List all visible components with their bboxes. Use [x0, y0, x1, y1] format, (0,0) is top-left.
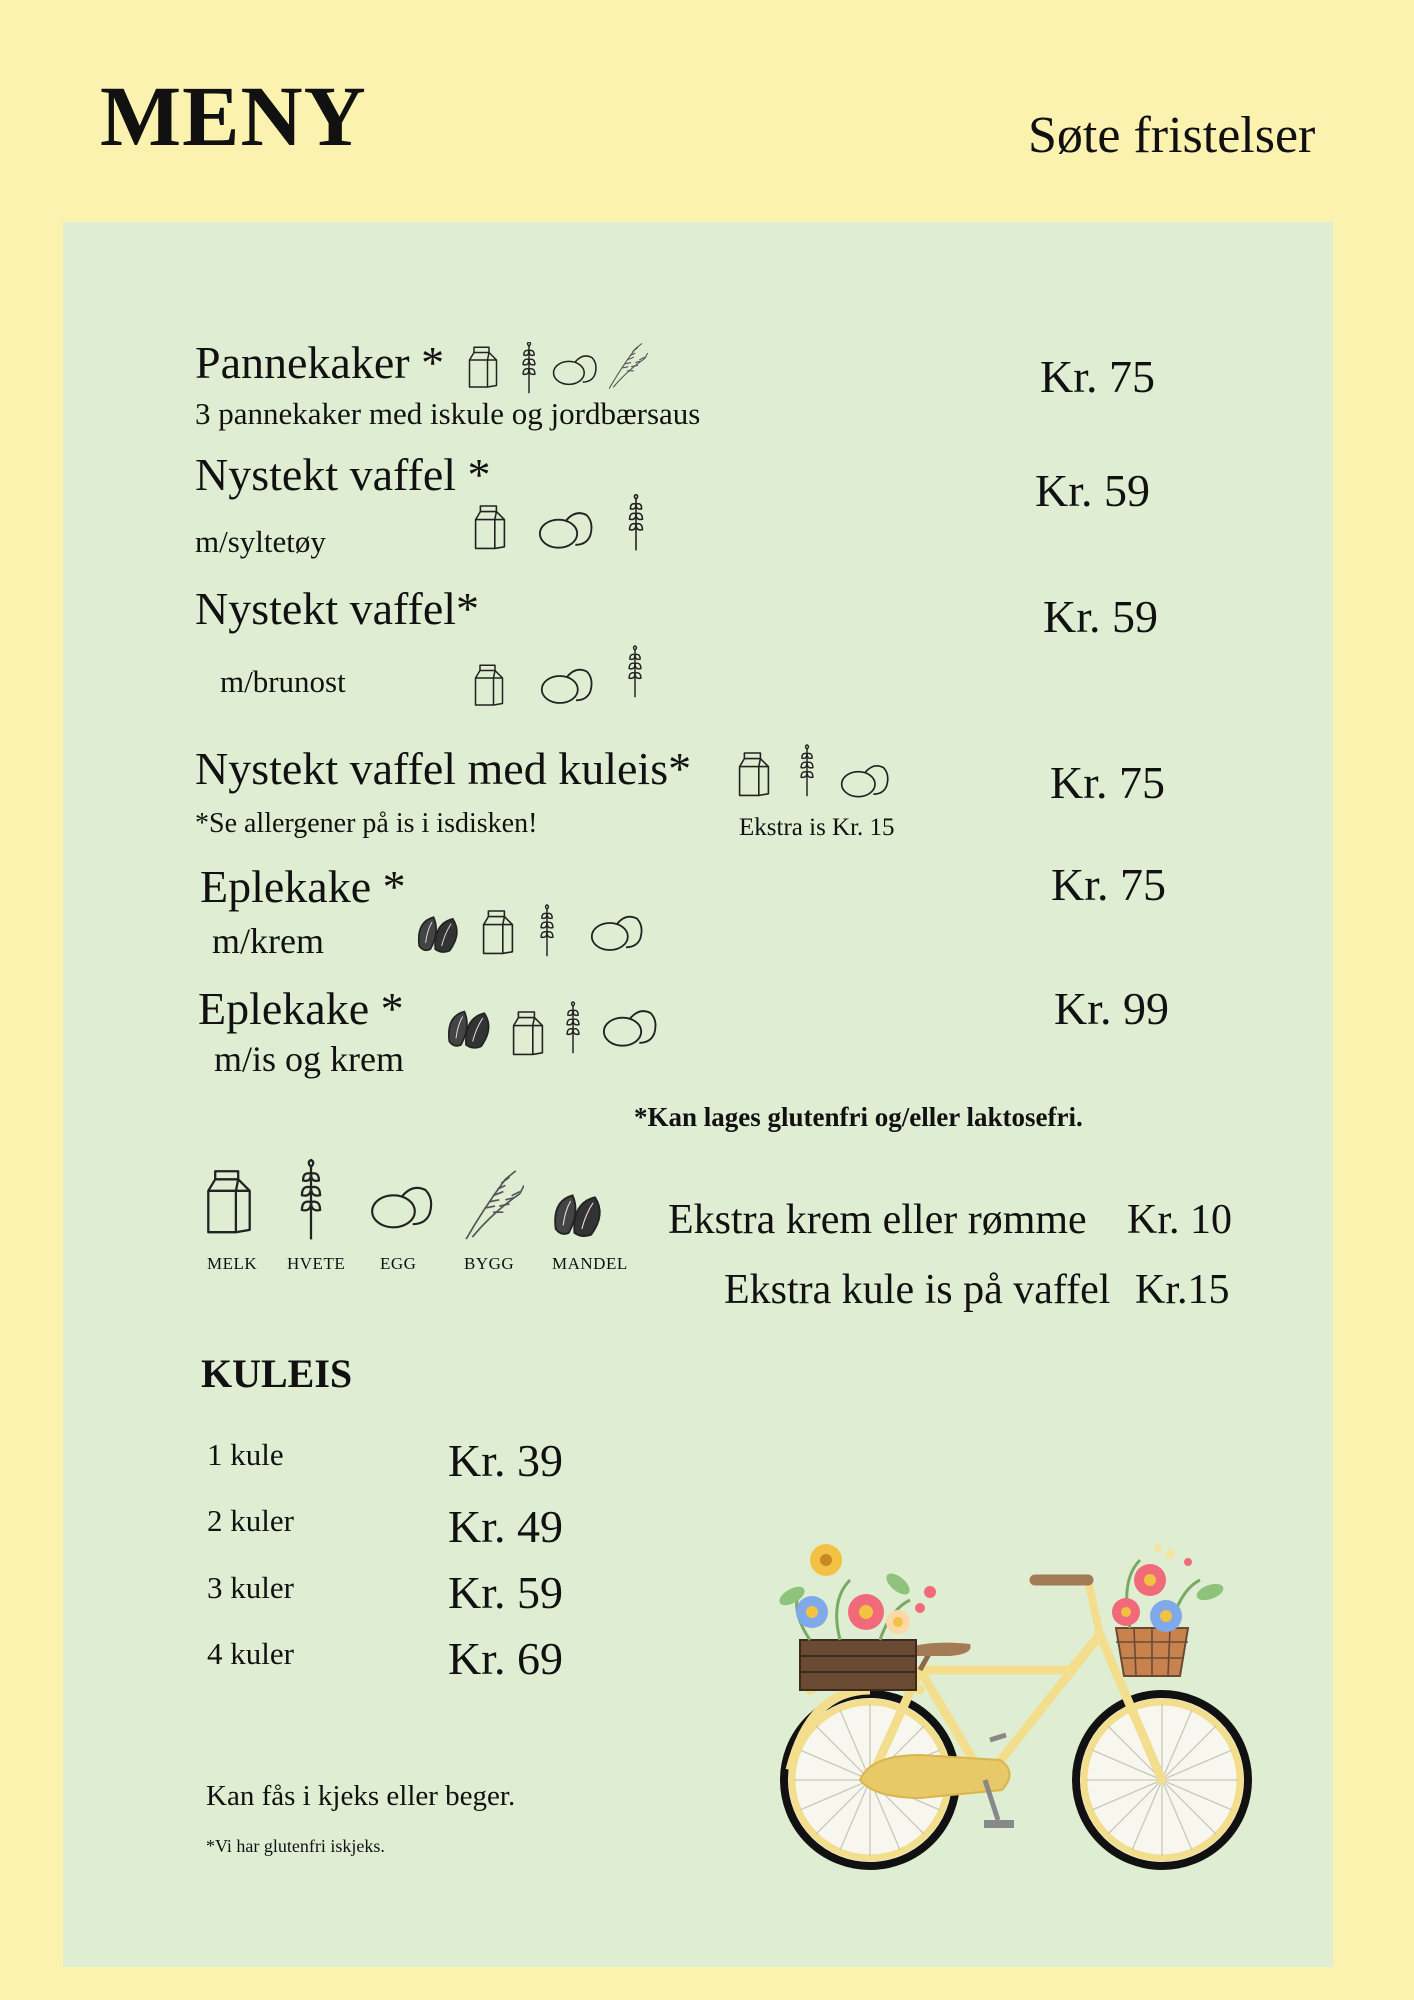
wheat-icon [294, 1158, 328, 1246]
menu-item-price: Kr. 75 [1040, 351, 1155, 402]
wheat-icon [624, 494, 648, 554]
menu-item-price: Kr. 59 [1035, 465, 1150, 516]
almond-icon [446, 1004, 496, 1054]
menu-item-desc: m/is og krem [214, 1039, 404, 1079]
egg-icon [538, 504, 594, 554]
legend-label: HVETE [287, 1254, 346, 1273]
menu-item-desc: 3 pannekaker med iskule og jordbærsaus [195, 396, 701, 431]
milk-carton-icon [474, 498, 506, 554]
kuleis-row-label: 3 kuler [207, 1570, 294, 1605]
kuleis-row-label: 4 kuler [207, 1636, 294, 1671]
kuleis-row-label: 2 kuler [207, 1503, 294, 1538]
menu-item-price: Kr. 75 [1050, 757, 1165, 808]
milk-carton-icon [482, 904, 514, 958]
barley-icon [606, 342, 648, 390]
legend-label: EGG [380, 1254, 417, 1273]
egg-icon [590, 908, 644, 956]
milk-carton-icon [512, 1006, 544, 1058]
egg-icon [552, 350, 598, 388]
egg-icon [370, 1178, 434, 1234]
page-title: MENY [100, 68, 367, 164]
menu-item-price: Kr. 75 [1051, 859, 1166, 910]
menu-item-desc: *Se allergener på is i isdisken! [195, 808, 538, 839]
menu-item-price: Kr. 99 [1054, 983, 1169, 1034]
kuleis-row-label: 1 kule [207, 1437, 284, 1472]
egg-icon [602, 1002, 658, 1052]
legend-label: MANDEL [552, 1254, 628, 1273]
extra-cream-label: Ekstra krem eller rømme [668, 1197, 1087, 1243]
gluten-free-cone-note: *Vi har glutenfri iskjeks. [206, 1836, 385, 1856]
egg-icon [540, 660, 594, 710]
menu-item-name: Pannekaker * [195, 337, 445, 388]
legend-label: MELK [207, 1254, 258, 1273]
wheat-icon [536, 904, 558, 960]
almond-icon [416, 910, 464, 958]
extra-ice-price: Kr.15 [1135, 1267, 1230, 1313]
kuleis-heading: KULEIS [201, 1351, 353, 1396]
wheat-icon [518, 342, 540, 396]
wheat-icon [796, 744, 818, 800]
menu-item-desc: m/syltetøy [195, 524, 326, 559]
menu-item-name: Nystekt vaffel * [195, 449, 491, 500]
gluten-lactose-footnote: *Kan lages glutenfri og/eller laktosefri. [634, 1102, 1083, 1132]
kuleis-row-price: Kr. 59 [448, 1567, 563, 1618]
menu-item-desc: m/brunost [220, 664, 346, 699]
menu-item-name: Eplekake * [200, 861, 406, 912]
extra-ice-note: Ekstra is Kr. 15 [739, 814, 895, 841]
milk-carton-icon [468, 340, 498, 392]
milk-carton-icon [474, 658, 504, 710]
menu-item-name: Nystekt vaffel* [195, 583, 480, 634]
menu-item-name: Nystekt vaffel med kuleis* [195, 743, 692, 794]
kuleis-row-price: Kr. 49 [448, 1501, 563, 1552]
legend-label: BYGG [464, 1254, 515, 1273]
page-subtitle: Søte fristelser [1028, 107, 1316, 164]
menu-item-price: Kr. 59 [1043, 591, 1158, 642]
wheat-icon [562, 1000, 584, 1058]
wheat-icon [624, 644, 646, 702]
extra-ice-label: Ekstra kule is på vaffel [724, 1267, 1111, 1313]
almond-icon [552, 1190, 608, 1240]
menu-item-desc: m/krem [212, 921, 324, 961]
menu-item-name: Eplekake * [198, 983, 404, 1034]
kuleis-row-price: Kr. 39 [448, 1435, 563, 1486]
extra-cream-price: Kr. 10 [1127, 1197, 1232, 1243]
bicycle-illustration [770, 1540, 1260, 1890]
barley-icon [462, 1168, 524, 1242]
milk-carton-icon [206, 1160, 252, 1240]
cone-or-cup-note: Kan fås i kjeks eller beger. [206, 1780, 516, 1812]
egg-icon [840, 758, 890, 802]
kuleis-row-price: Kr. 69 [448, 1633, 563, 1684]
milk-carton-icon [738, 746, 770, 800]
